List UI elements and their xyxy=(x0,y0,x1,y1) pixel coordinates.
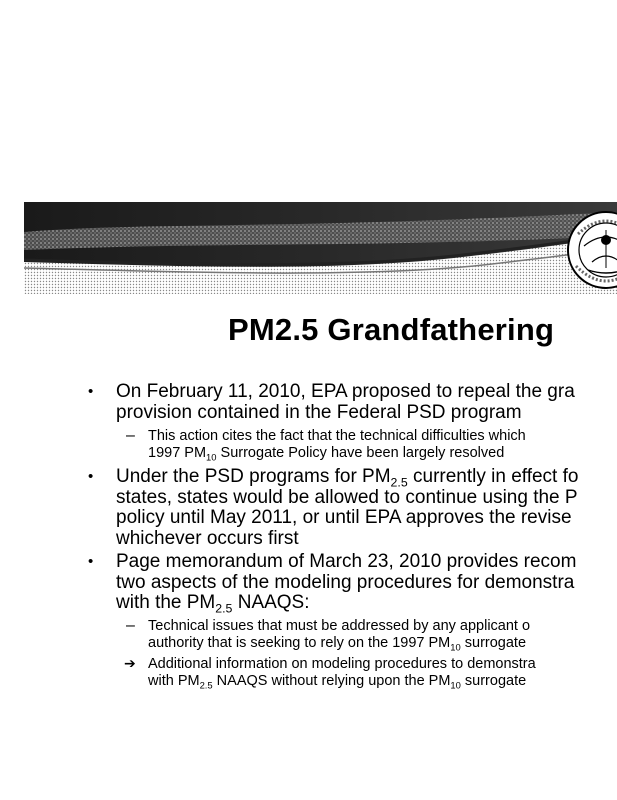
bullet-marker: • xyxy=(88,468,94,485)
subscript: 10 xyxy=(206,450,217,462)
subscript: 2.5 xyxy=(390,475,408,490)
text-run: provision contained in the Federal PSD program xyxy=(116,401,522,423)
dash-marker: – xyxy=(126,427,135,444)
text-run: whichever occurs first xyxy=(116,527,299,549)
sub-bullet-text xyxy=(148,428,526,461)
bullet-text xyxy=(116,382,575,423)
text-run: two aspects of the modeling procedures for demonstra xyxy=(116,571,575,593)
subscript: 2.5 xyxy=(199,678,213,690)
banner-graphic xyxy=(24,202,617,294)
subscript: 2.5 xyxy=(215,601,233,616)
text-run: surrogate xyxy=(460,672,527,689)
subscript: 10 xyxy=(450,678,461,690)
bullet-text xyxy=(116,467,578,549)
text-run: Surrogate Policy have been largely resolved xyxy=(216,444,505,461)
bullet-marker: • xyxy=(88,383,94,400)
text-run: This action cites the fact that the technical difficulties which xyxy=(148,428,526,444)
epa-seal-logo xyxy=(566,210,617,290)
text-run: Under the PSD programs for PM xyxy=(116,466,391,487)
bullet-text xyxy=(116,552,576,614)
text-run: with the PM xyxy=(116,592,216,613)
text-run: Page memorandum of March 23, 2010 provides recom xyxy=(116,551,577,572)
text-run: states, states would be allowed to continue using the P xyxy=(116,486,578,508)
text-run: authority that is seeking to rely on the 1997 PM xyxy=(148,634,451,651)
sub-bullet-text xyxy=(148,656,536,689)
subscript: 10 xyxy=(450,640,461,652)
arrow-marker: ➔ xyxy=(124,655,136,671)
sub-bullet-text xyxy=(148,618,530,651)
text-run: with PM xyxy=(148,672,200,689)
dash-marker: – xyxy=(126,617,135,634)
text-run: NAAQS without relying upon the PM xyxy=(212,672,451,689)
text-run: Technical issues that must be addressed by any applicant o xyxy=(148,618,531,634)
text-run: surrogate xyxy=(460,634,527,651)
bullet-marker: • xyxy=(88,553,94,570)
slide-title: PM2.5 Grandfathering xyxy=(228,312,555,347)
text-run: On February 11, 2010, EPA proposed to repeal the gra xyxy=(116,381,575,402)
header-banner xyxy=(24,202,617,294)
text-run: policy until May 2011, or until EPA approves the revise xyxy=(116,507,572,528)
text-run: 1997 PM xyxy=(148,444,207,461)
text-run: currently in effect fo xyxy=(407,466,579,487)
text-run: Additional information on modeling procedures to demonstra xyxy=(148,656,536,672)
text-run: NAAQS: xyxy=(232,592,310,613)
